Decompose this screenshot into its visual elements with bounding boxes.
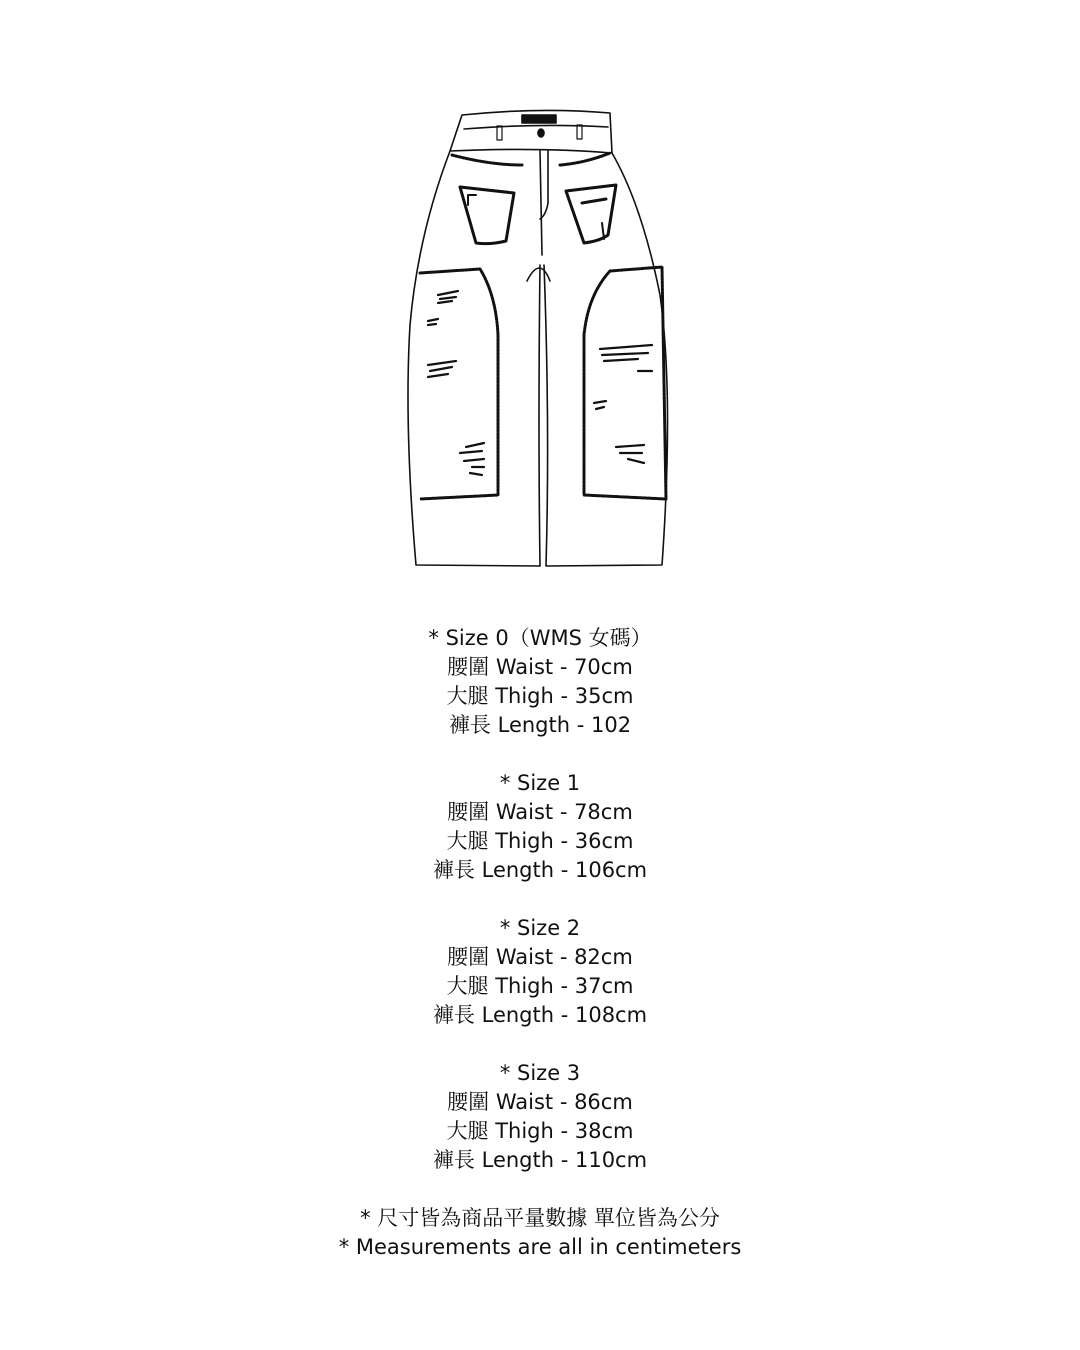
waist-measurement: 腰圍 Waist - 78cm [447,800,633,824]
note-english: * Measurements are all in centimeters [338,1235,742,1259]
waist-measurement: 腰圍 Waist - 70cm [447,655,633,679]
size-chart [0,624,1080,1262]
thigh-measurement: 大腿 Thigh - 36cm [446,829,634,853]
waist-measurement: 腰圍 Waist - 82cm [447,945,633,969]
thigh-measurement: 大腿 Thigh - 38cm [446,1119,634,1143]
size-block-2 [0,914,1080,1030]
size-heading: * Size 3 [499,1061,581,1085]
length-measurement: 褲長 Length - 106cm [432,858,648,882]
size-block-3 [0,1059,1080,1175]
length-measurement: 褲長 Length - 102 [448,713,632,737]
thigh-measurement: 大腿 Thigh - 35cm [446,684,634,708]
jeans-sketch-icon [380,95,700,575]
size-heading: * Size 1 [499,771,581,795]
length-measurement: 褲長 Length - 108cm [432,1003,648,1027]
waist-measurement: 腰圍 Waist - 86cm [447,1090,633,1114]
size-heading: * Size 0（WMS 女碼） [428,626,652,650]
length-measurement: 褲長 Length - 110cm [432,1148,648,1172]
size-block-1 [0,769,1080,885]
size-block-0 [0,624,1080,740]
size-heading: * Size 2 [499,916,581,940]
thigh-measurement: 大腿 Thigh - 37cm [446,974,634,998]
measurement-notes [0,1204,1080,1262]
note-chinese: * 尺寸皆為商品平量數據 單位皆為公分 [360,1206,720,1230]
